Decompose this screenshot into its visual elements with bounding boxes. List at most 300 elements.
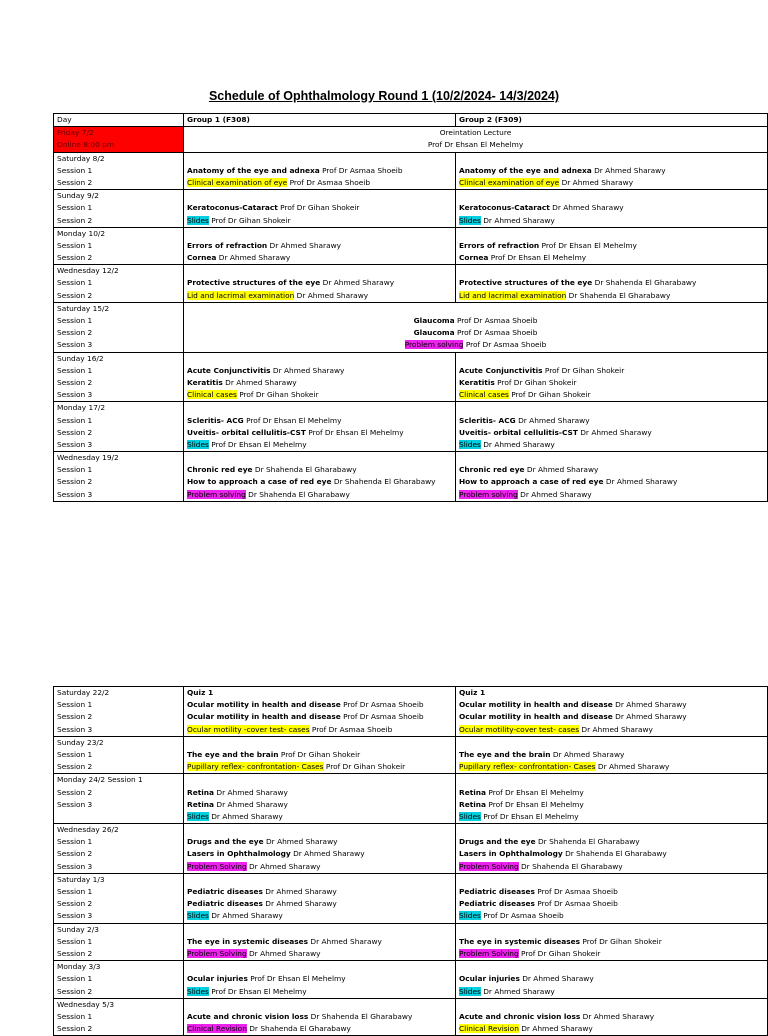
group-2-cell: [456, 961, 768, 999]
lecturer-text: Dr Ahmed Sharawy: [214, 799, 288, 809]
session-label: Session 1: [57, 1011, 93, 1021]
activity-highlight: Problem Solving: [459, 861, 519, 871]
lecturer-text: Dr Ahmed Sharawy: [262, 899, 337, 909]
session-label: Session 3: [57, 724, 93, 734]
group-2-cell: [456, 998, 768, 1036]
session-entry: [459, 489, 764, 501]
lecturer-text: Dr Shahenda El Gharabawy: [562, 849, 667, 859]
session-entry: [187, 327, 764, 339]
session-label: Session 3: [57, 340, 93, 350]
lecturer-text: Dr Ahmed Sharawy: [222, 377, 297, 387]
lecturer-text: Prof Dr Gihan Shokeir: [542, 365, 625, 375]
topic-text: Errors of refraction: [187, 240, 268, 250]
lecturer-text: Dr Ahmed Sharawy: [262, 887, 337, 896]
day-label: Wednesday 26/2: [57, 825, 119, 835]
lecturer-text: Dr Shahenda El Gharabawy: [252, 465, 357, 475]
session-entry: [459, 464, 764, 476]
session-entry: [187, 315, 764, 327]
day-cell: [54, 227, 184, 265]
session-entry: [187, 948, 452, 960]
group-2-cell: [456, 687, 768, 737]
lecturer-text: Prof Dr Gihan Shokeir: [278, 749, 361, 759]
day-row: [54, 227, 768, 265]
activity-highlight: Slides: [459, 911, 481, 921]
lecturer-text: Prof Dr Asmaa Shoeib: [480, 911, 564, 921]
activity-highlight: Clinical cases: [459, 390, 509, 400]
day-row: [54, 998, 768, 1036]
topic-text: Ocular motility in health and disease: [187, 700, 341, 710]
group-1-cell: [184, 265, 456, 303]
topic-text: Errors of refraction: [459, 240, 540, 250]
lecturer-text: Prof Dr Ehsan El Mehelmy: [305, 427, 404, 437]
session-entry: [187, 427, 452, 439]
lecturer-text: Prof Dr Gihan Shokeir: [208, 215, 291, 225]
topic-text: Lasers in Ophthalmology: [459, 849, 563, 859]
session-entry: [187, 240, 452, 252]
topic-text: How to approach a case of red eye: [187, 477, 332, 487]
topic-text: Lasers in Ophthalmology: [187, 849, 291, 859]
lecturer-text: Prof Dr Asmaa Shoeib: [340, 700, 424, 710]
session-entry: [459, 415, 764, 427]
day-cell: [54, 265, 184, 303]
merged-group-cell: [184, 127, 768, 152]
lecturer-text: Prof Dr Asmaa Shoeib: [534, 899, 618, 909]
day-label: Sunday 23/2: [57, 737, 104, 747]
group-2-cell: [456, 227, 768, 265]
topic-text: Keratoconus-Cataract: [187, 203, 278, 213]
session-label: Session 2: [57, 948, 93, 958]
session-entry: [187, 265, 452, 277]
day-row: [54, 152, 768, 190]
topic-text: Cornea: [459, 253, 489, 263]
schedule-table-1: [53, 113, 768, 502]
session-label: Session 2: [57, 427, 93, 437]
session-entry: [187, 910, 452, 922]
topic-text: Pediatric diseases: [187, 887, 263, 896]
session-entry: [187, 861, 452, 873]
lecturer-text: Dr Shahenda El Gharabawy: [535, 837, 640, 847]
topic-text: Uveitis- orbital cellulitis-CST: [459, 427, 578, 437]
day-row: [54, 873, 768, 923]
session-entry: [187, 177, 452, 189]
session-label: Session 2: [57, 787, 93, 797]
topic-text: The eye in systemic diseases: [459, 936, 581, 946]
day-label: Monday 17/2: [57, 403, 106, 413]
session-entry: [459, 948, 764, 960]
activity-highlight: Pupillary reflex- confrontation- Cases: [459, 762, 596, 772]
day-label: Sunday 9/2: [57, 191, 99, 201]
topic-text: Glaucoma: [413, 328, 455, 338]
session-entry: [187, 886, 452, 898]
topic-text: The eye in systemic diseases: [187, 936, 309, 946]
session-entry: [459, 687, 764, 699]
lecturer-text: Dr Shahenda El Gharabawy: [331, 477, 436, 487]
session-entry: [459, 265, 764, 277]
lecturer-text: Prof Dr Gihan Shokeir: [236, 390, 319, 400]
session-entry: [187, 452, 452, 464]
session-entry: [187, 303, 764, 315]
session-entry: [187, 799, 452, 811]
session-entry: [187, 339, 764, 351]
session-label: Session 2: [57, 899, 93, 909]
topic-text: Acute Conjunctivitis: [459, 365, 543, 375]
session-entry: [459, 886, 764, 898]
day-label: Sunday 16/2: [57, 353, 104, 363]
session-label: Session 1: [57, 165, 93, 175]
session-entry: [459, 986, 764, 998]
day-label: Saturday 1/3: [57, 874, 105, 884]
lecturer-text: Dr Shahenda El Gharabawy: [245, 489, 350, 499]
day-label: Sunday 2/3: [57, 924, 99, 934]
day-label: Saturday 22/2: [57, 688, 110, 697]
lecturer-text: Dr Ahmed Sharawy: [208, 911, 283, 921]
lecturer-text: Dr Ahmed Sharawy: [263, 837, 338, 847]
session-entry: [187, 127, 764, 139]
session-entry: [459, 774, 764, 786]
session-entry: [187, 389, 452, 401]
lecturer-text: Dr Ahmed Sharawy: [549, 203, 624, 213]
session-label: Session 2: [57, 328, 93, 338]
group-2-cell: [456, 265, 768, 303]
session-label: Session 2: [57, 177, 93, 187]
topic-text: Acute Conjunctivitis: [187, 365, 271, 375]
session-entry: [459, 439, 764, 451]
day-row: [54, 452, 768, 502]
day-row: [54, 687, 768, 737]
lecturer-text: Dr Ahmed Sharawy: [208, 811, 283, 821]
group-2-cell: [456, 152, 768, 190]
day-row: [54, 352, 768, 402]
day-row: [54, 961, 768, 999]
group-1-cell: [184, 998, 456, 1036]
session-entry: [187, 699, 452, 711]
page-title: Schedule of Ophthalmology Round 1 (10/2/2024- 14/3/2024): [208, 89, 560, 103]
activity-highlight: Clinical cases: [187, 390, 237, 400]
lecturer-text: Prof Dr Ehsan El Mehelmy: [486, 799, 584, 809]
activity-highlight: Problem Solving: [187, 861, 247, 871]
activity-highlight: Ocular motility-cover test- cases: [459, 724, 580, 734]
topic-text: How to approach a case of red eye: [459, 477, 604, 487]
session-entry: [459, 999, 764, 1011]
session-entry: [187, 439, 452, 451]
day-row: [54, 402, 768, 452]
session-entry: [459, 365, 764, 377]
session-entry: [187, 190, 452, 202]
lecturer-text: Dr Shahenda El Gharabawy: [592, 278, 697, 288]
session-entry: [459, 711, 764, 723]
lecturer-text: Prof Dr Gihan Shokeir: [518, 948, 601, 958]
group-1-cell: [184, 352, 456, 402]
group-1-cell: [184, 227, 456, 265]
topic-text: Scleritis- ACG: [459, 415, 516, 425]
activity-highlight: Problem Solving: [187, 948, 247, 958]
lecturer-text: Prof Dr Ehsan El Mehelmy: [486, 787, 584, 797]
session-entry: [459, 799, 764, 811]
session-entry: [187, 153, 452, 165]
activity-highlight: Slides: [459, 439, 481, 449]
day-row: [54, 127, 768, 152]
session-entry: [187, 215, 452, 227]
topic-text: Anatomy of the eye and adnexa: [459, 165, 592, 175]
activity-highlight: Pupillary reflex- confrontation- Cases: [187, 762, 324, 772]
lecturer-text: Prof Dr Asmaa Shoeib: [454, 316, 538, 326]
topic-text: Retina: [187, 799, 215, 809]
session-entry: [187, 687, 452, 699]
day-label: Friday 7/2: [57, 128, 94, 138]
session-label: Session 3: [57, 911, 93, 921]
topic-text: Protective structures of the eye: [187, 278, 321, 288]
session-entry: [459, 699, 764, 711]
group-2-cell: [456, 190, 768, 228]
session-label: Session 2: [57, 477, 93, 487]
session-entry: [187, 365, 452, 377]
lecturer-text: Prof Dr Asmaa Shoeib: [454, 328, 538, 338]
group-1-cell: [184, 873, 456, 923]
session-entry: [459, 353, 764, 365]
session-entry: [459, 898, 764, 910]
topic-text: Cornea: [187, 253, 217, 263]
topic-text: Chronic red eye: [459, 465, 525, 475]
lecturer-text: Dr Ahmed Sharawy: [480, 215, 555, 225]
day-label: Wednesday 19/2: [57, 453, 119, 463]
lecturer-text: Dr Ahmed Sharawy: [216, 253, 291, 263]
day-cell: [54, 152, 184, 190]
group-1-cell: [184, 824, 456, 874]
day-row: [54, 190, 768, 228]
session-label: Session 1: [57, 837, 93, 847]
topic-text: Ocular motility in health and disease: [187, 712, 341, 722]
activity-highlight: Clinical examination of eye: [187, 177, 288, 187]
group-1-cell: [184, 774, 456, 824]
topic-text: Uveitis- orbital cellulitis-CST: [187, 427, 306, 437]
lecturer-text: Prof Dr Gihan Shokeir: [494, 377, 577, 387]
lecturer-text: Prof Dr Ehsan El Mehelmy: [208, 986, 307, 996]
day-label: Monday 24/2 Session 1: [57, 775, 143, 785]
topic-text: Anatomy of the eye and adnexa: [187, 165, 320, 175]
lecturer-text: Dr Ahmed Sharawy: [515, 415, 590, 425]
session-label: Online 8:00 pm: [57, 140, 115, 150]
day-cell: [54, 824, 184, 874]
session-label: Session 3: [57, 861, 93, 871]
session-label: Session 3: [57, 489, 93, 499]
day-label: Monday 3/3: [57, 962, 101, 972]
session-entry: [187, 377, 452, 389]
session-entry: [459, 402, 764, 414]
day-row: [54, 923, 768, 961]
lecturer-text: Dr Ahmed Sharawy: [580, 1011, 655, 1021]
activity-highlight: Problem solving: [404, 340, 464, 350]
session-entry: [187, 165, 452, 177]
session-entry: [187, 973, 452, 985]
lecturer-text: Dr Ahmed Sharawy: [519, 974, 594, 984]
session-label: Session 2: [57, 849, 93, 859]
session-label: Session 2: [57, 377, 93, 387]
topic-text: Retina: [459, 787, 487, 797]
session-entry: [459, 190, 764, 202]
group-2-cell: [456, 402, 768, 452]
topic-text: Ocular injuries: [187, 974, 248, 984]
topic-text: Keratitis: [187, 377, 223, 387]
lecturer-text: Prof Dr Ehsan El Mehelmy: [480, 811, 579, 821]
activity-highlight: Clinical Revision: [187, 1024, 247, 1034]
session-entry: [459, 377, 764, 389]
activity-highlight: Problem solving: [187, 489, 246, 499]
lecturer-text: Dr Ahmed Sharawy: [595, 762, 670, 772]
lecturer-text: Dr Ahmed Sharawy: [559, 177, 634, 187]
topic-text: Glaucoma: [413, 316, 455, 326]
lecturer-text: Dr Ahmed Sharawy: [214, 787, 288, 797]
session-entry: [187, 1011, 452, 1023]
group-1-cell: [184, 190, 456, 228]
lecturer-text: Oreintation Lecture: [439, 128, 512, 138]
session-label: Session 3: [57, 439, 93, 449]
lecturer-text: Dr Ahmed Sharawy: [267, 240, 342, 250]
session-label: Session 3: [57, 799, 93, 809]
day-cell: [54, 452, 184, 502]
lecturer-text: Dr Ahmed Sharawy: [517, 489, 592, 499]
lecturer-text: Dr Shahenda El Gharabawy: [518, 861, 623, 871]
lecturer-text: Dr Ahmed Sharawy: [246, 948, 321, 958]
day-cell: [54, 998, 184, 1036]
lecturer-text: Prof Dr Ehsan El Mehelmy: [539, 240, 637, 250]
session-entry: [187, 252, 452, 264]
header-group-1: Group 1 (F308): [184, 114, 456, 127]
session-entry: [459, 290, 764, 302]
session-label: Session 2: [57, 253, 93, 263]
day-label: Wednesday 12/2: [57, 266, 119, 276]
session-entry: [459, 936, 764, 948]
session-entry: [187, 476, 452, 488]
activity-highlight: Slides: [459, 986, 481, 996]
group-2-cell: [456, 873, 768, 923]
session-entry: [459, 215, 764, 227]
session-label: Session 1: [57, 415, 93, 425]
lecturer-text: Dr Ahmed Sharawy: [591, 165, 666, 175]
session-entry: [187, 489, 452, 501]
activity-highlight: Ocular motility -cover test- cases: [187, 724, 310, 734]
session-label: Session 1: [57, 240, 93, 250]
lecturer-text: Prof Dr Ehsan El Mehelmy: [488, 253, 587, 263]
session-label: Session 2: [57, 1024, 93, 1034]
session-entry: [187, 1023, 452, 1035]
session-entry: [459, 452, 764, 464]
topic-text: Drugs and the eye: [459, 837, 536, 847]
lecturer-text: Prof Dr Asmaa Shoeib: [534, 887, 618, 896]
session-entry: [187, 999, 452, 1011]
topic-text: The eye and the brain: [459, 749, 551, 759]
group-2-cell: [456, 452, 768, 502]
day-label: Saturday 8/2: [57, 153, 105, 163]
activity-highlight: Clinical examination of eye: [459, 177, 560, 187]
day-row: [54, 736, 768, 774]
lecturer-text: Prof Dr Ehsan El Mehelmy: [243, 415, 342, 425]
day-row: [54, 774, 768, 824]
activity-highlight: Slides: [459, 215, 481, 225]
session-entry: [459, 973, 764, 985]
session-label: Session 2: [57, 215, 93, 225]
session-entry: [187, 924, 452, 936]
lecturer-text: Dr Shahenda El Gharabawy: [566, 290, 671, 300]
group-1-cell: [184, 736, 456, 774]
session-entry: [459, 389, 764, 401]
day-row: [54, 265, 768, 303]
session-entry: [187, 737, 452, 749]
session-entry: [459, 749, 764, 761]
session-entry: [187, 228, 452, 240]
session-entry: [187, 936, 452, 948]
topic-text: Protective structures of the eye: [459, 278, 593, 288]
group-1-cell: [184, 961, 456, 999]
day-cell: [54, 736, 184, 774]
session-entry: [459, 277, 764, 289]
lecturer-text: Prof Dr Asmaa Shoeib: [287, 177, 371, 187]
session-entry: [459, 737, 764, 749]
topic-text: Quiz 1: [187, 688, 214, 697]
activity-highlight: Slides: [187, 986, 209, 996]
activity-highlight: Lid and lacrimal examination: [187, 290, 295, 300]
session-entry: [187, 787, 452, 799]
session-label: Session 2: [57, 290, 93, 300]
session-entry: [187, 724, 452, 736]
session-label: Session 1: [57, 203, 93, 213]
day-cell: [54, 774, 184, 824]
topic-text: Retina: [187, 787, 215, 797]
session-label: Session 1: [57, 278, 93, 288]
lecturer-text: Prof Dr Ehsan El Mehelmy: [247, 974, 346, 984]
lecturer-text: Prof Dr Asmaa Shoeib: [463, 340, 547, 350]
session-entry: [187, 353, 452, 365]
session-entry: [459, 811, 764, 823]
lecturer-text: Dr Shahenda El Gharabawy: [308, 1011, 413, 1021]
lecturer-text: Dr Ahmed Sharawy: [612, 712, 687, 722]
session-label: Session 1: [57, 887, 93, 896]
session-entry: [187, 415, 452, 427]
lecturer-text: Dr Ahmed Sharawy: [550, 749, 625, 759]
session-label: Session 1: [57, 700, 93, 710]
group-1-cell: [184, 687, 456, 737]
day-label: Saturday 15/2: [57, 303, 110, 313]
session-label: Session 1: [57, 936, 93, 946]
activity-highlight: Slides: [459, 811, 481, 821]
lecturer-text: Prof Dr Gihan Shokeir: [277, 203, 360, 213]
session-entry: [459, 177, 764, 189]
session-label: Session 3: [57, 390, 93, 400]
group-2-cell: [456, 736, 768, 774]
lecturer-text: Prof Dr Gihan Shokeir: [508, 390, 591, 400]
session-entry: [459, 961, 764, 973]
session-entry: [459, 861, 764, 873]
topic-text: Ocular motility in health and disease: [459, 700, 613, 710]
lecturer-text: Prof Dr Ehsan El Mehelmy: [208, 439, 307, 449]
group-1-cell: [184, 452, 456, 502]
session-label: Session 1: [57, 316, 93, 326]
session-entry: [187, 836, 452, 848]
session-label: Session 2: [57, 712, 93, 722]
lecturer-text: Prof Dr Ehsan El Mehelmy: [427, 140, 524, 150]
session-entry: [459, 240, 764, 252]
topic-text: Ocular motility in health and disease: [459, 712, 613, 722]
session-entry: [459, 924, 764, 936]
day-cell: [54, 873, 184, 923]
session-entry: [187, 774, 452, 786]
session-label: Session 1: [57, 365, 93, 375]
day-cell: [54, 687, 184, 737]
session-entry: [187, 464, 452, 476]
day-cell: [54, 127, 184, 152]
topic-text: Chronic red eye: [187, 465, 253, 475]
session-entry: [459, 252, 764, 264]
activity-highlight: Problem Solving: [459, 948, 519, 958]
